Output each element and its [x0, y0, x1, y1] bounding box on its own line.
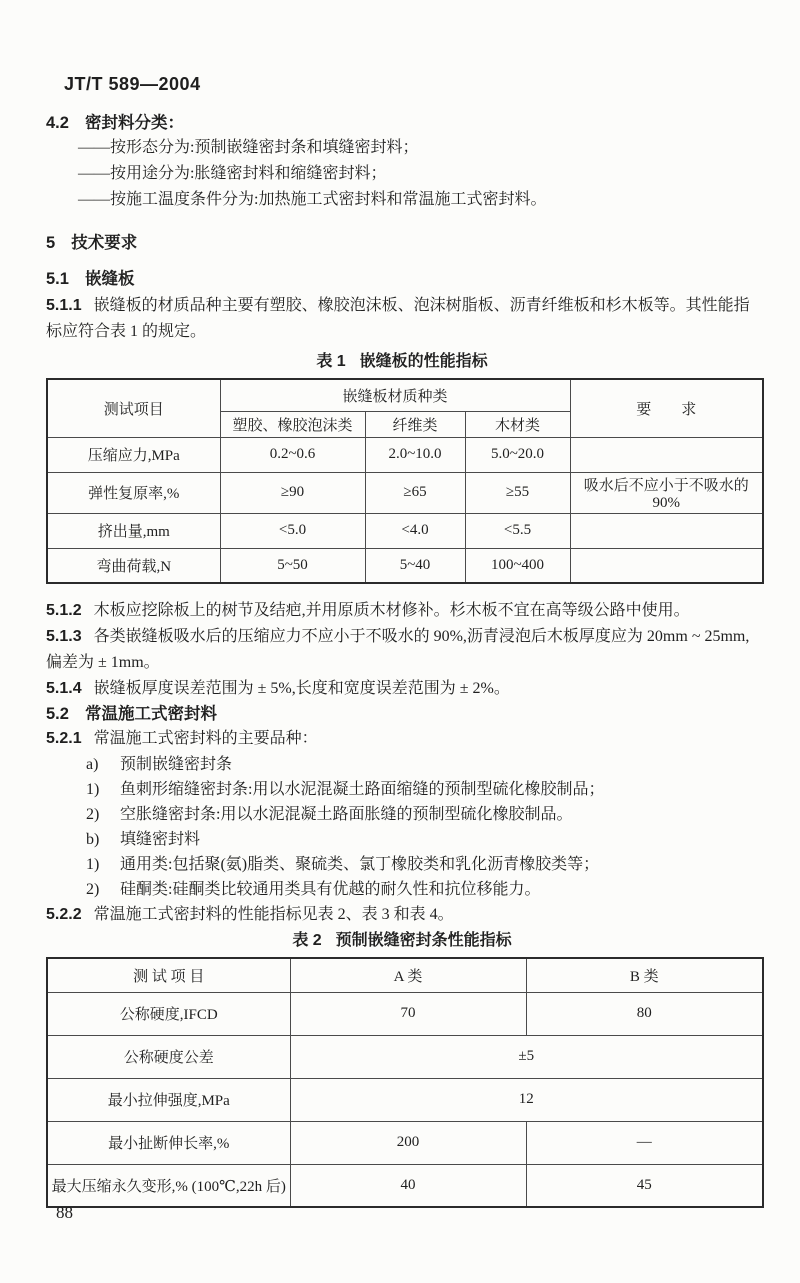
value-cell: 5.0~20.0 — [465, 437, 570, 472]
table-1-subheader: 纤维类 — [365, 411, 465, 437]
table-title: 预制嵌缝密封条性能指标 — [335, 932, 512, 949]
test-item-cell: 弯曲荷载,N — [47, 548, 220, 583]
section-5-heading — [46, 231, 758, 255]
clause-number: 5.1.2 — [46, 602, 82, 619]
merged-value-cell: ±5 — [290, 1035, 763, 1078]
variety-list-item — [46, 777, 758, 802]
table-row — [47, 1035, 763, 1078]
clause-text: 嵌缝板的材质品种主要有塑胶、橡胶泡沫板、泡沫树脂板、沥青纤维板和杉木板等。其性能指标应符合表 1 的规定。 — [46, 297, 750, 340]
value-cell: ≥65 — [365, 472, 465, 513]
table-row — [47, 1121, 763, 1164]
value-cell: <5.0 — [220, 513, 365, 548]
list-text: 空胀缝密封条:用以水泥混凝土路面胀缝的预制型硫化橡胶制品。 — [120, 806, 573, 823]
value-cell: 5~40 — [365, 548, 465, 583]
table-1-header-item: 测试项目 — [47, 379, 220, 437]
value-cell: 100~400 — [465, 548, 570, 583]
test-item-cell: 公称硬度,IFCD — [47, 992, 290, 1035]
list-marker: b) — [86, 831, 100, 848]
value-cell: 70 — [290, 992, 526, 1035]
value-cell: 200 — [290, 1121, 526, 1164]
value-cell: 45 — [526, 1164, 763, 1207]
section-4-2-heading — [46, 111, 758, 135]
value-cell: <4.0 — [365, 513, 465, 548]
table-row — [47, 513, 763, 548]
list-marker: 2) — [86, 881, 100, 898]
table-2-header-item: 测 试 项 目 — [47, 958, 290, 992]
test-item-cell: 弹性复原率,% — [47, 472, 220, 513]
clause-number: 5 — [46, 234, 56, 252]
clause-5-1-2 — [46, 598, 758, 624]
table-1-header-req: 要 求 — [570, 379, 763, 437]
table-1-subheader: 木材类 — [465, 411, 570, 437]
table-1-caption — [46, 351, 758, 373]
clause-text: 常温施工式密封料的性能指标见表 2、表 3 和表 4。 — [93, 906, 454, 923]
table-1-subheader: 塑胶、橡胶泡沫类 — [220, 411, 365, 437]
value-cell: 2.0~10.0 — [365, 437, 465, 472]
classification-item: ——按用途分为:胀缝密封料和缩缝密封料； — [78, 165, 387, 182]
value-cell: ≥55 — [465, 472, 570, 513]
clause-text: 嵌缝板厚度误差范围为 ± 5%,长度和宽度误差范围为 ± 2%。 — [93, 680, 510, 697]
clause-number: 5.1 — [46, 270, 69, 288]
clause-5-2-2 — [46, 902, 758, 928]
table-row — [47, 437, 763, 472]
table-row — [47, 472, 763, 513]
value-cell: ≥90 — [220, 472, 365, 513]
page-number: 88 — [56, 1203, 73, 1222]
list-marker: 1) — [86, 781, 100, 798]
table-number: 表 1 — [316, 353, 346, 370]
list-text: 预制嵌缝密封条 — [120, 756, 233, 773]
clause-number: 4.2 — [46, 114, 69, 132]
table-2-header-b: B 类 — [526, 958, 763, 992]
list-marker: 1) — [86, 856, 100, 873]
section-title: 技术要求 — [71, 234, 138, 252]
section-5-2-heading — [46, 702, 758, 726]
clause-text: 常温施工式密封料的主要品种： — [93, 730, 318, 747]
merged-value-cell: 12 — [290, 1078, 763, 1121]
clause-5-2-1 — [46, 726, 758, 752]
test-item-cell: 压缩应力,MPa — [47, 437, 220, 472]
list-marker: a) — [86, 756, 99, 773]
table-1 — [46, 378, 764, 584]
list-text: 通用类:包括聚(氨)脂类、聚硫类、氯丁橡胶类和乳化沥青橡胶类等； — [120, 856, 600, 873]
test-item-cell: 公称硬度公差 — [47, 1035, 290, 1078]
section-5-1-heading — [46, 267, 758, 291]
variety-list-item — [46, 877, 758, 902]
section-title: 常温施工式密封料 — [84, 705, 217, 723]
value-cell: 5~50 — [220, 548, 365, 583]
clause-number: 5.2.1 — [46, 730, 82, 747]
value-cell: — — [526, 1121, 763, 1164]
list-text: 硅酮类:硅酮类比较通用类具有优越的耐久性和抗位移能力。 — [120, 881, 541, 898]
value-cell: <5.5 — [465, 513, 570, 548]
clause-number: 5.1.3 — [46, 628, 82, 645]
clause-number: 5.2 — [46, 705, 69, 723]
table-title: 嵌缝板的性能指标 — [359, 353, 488, 370]
clause-5-1-4 — [46, 676, 758, 702]
variety-list-item — [46, 802, 758, 827]
variety-list-item — [46, 852, 758, 877]
table-number: 表 2 — [292, 932, 322, 949]
table-2-header-a: A 类 — [290, 958, 526, 992]
section-title: 嵌缝板 — [84, 270, 135, 288]
table-2-caption — [46, 930, 758, 952]
clause-5-1-1 — [46, 293, 758, 345]
test-item-cell: 最小扯断伸长率,% — [47, 1121, 290, 1164]
requirement-cell — [570, 513, 763, 548]
test-item-cell: 最小拉伸强度,MPa — [47, 1078, 290, 1121]
table-row — [47, 1078, 763, 1121]
requirement-cell: 吸水后不应小于不吸水的 90% — [570, 472, 763, 513]
clause-number: 5.1.4 — [46, 680, 82, 697]
test-item-cell: 挤出量,mm — [47, 513, 220, 548]
test-item-cell: 最大压缩永久变形,% (100℃,22h 后) — [47, 1164, 290, 1207]
clause-number: 5.2.2 — [46, 906, 82, 923]
table-1-header-group: 嵌缝板材质种类 — [220, 379, 570, 411]
clause-text: 各类嵌缝板吸水后的压缩应力不应小于不吸水的 90%,沥青浸泡后木板厚度应为 20mm ~ 25mm,偏差为 ± 1mm。 — [46, 628, 750, 671]
requirement-cell — [570, 437, 763, 472]
classification-item: ——按施工温度条件分为:加热施工式密封料和常温施工式密封料。 — [78, 191, 547, 208]
table-row — [47, 548, 763, 583]
clause-5-1-3 — [46, 624, 758, 676]
table-row — [47, 1164, 763, 1207]
variety-list-item — [46, 827, 758, 852]
list-text: 填缝密封料 — [120, 831, 201, 848]
doc-code: JT/T 589—2004 — [64, 74, 201, 94]
clause-text: 木板应挖除板上的树节及结疤,并用原质木材修补。杉木板不宜在高等级公路中使用。 — [93, 602, 690, 619]
variety-list-item — [46, 752, 758, 777]
section-title: 密封料分类： — [84, 114, 184, 132]
classification-item: ——按形态分为:预制嵌缝密封条和填缝密封料； — [78, 139, 419, 156]
value-cell: 40 — [290, 1164, 526, 1207]
list-marker: 2) — [86, 806, 100, 823]
clause-number: 5.1.1 — [46, 297, 82, 314]
value-cell: 80 — [526, 992, 763, 1035]
value-cell: 0.2~0.6 — [220, 437, 365, 472]
table-row — [47, 992, 763, 1035]
list-text: 鱼刺形缩缝密封条:用以水泥混凝土路面缩缝的预制型硫化橡胶制品； — [120, 781, 605, 798]
table-2 — [46, 957, 764, 1208]
requirement-cell — [570, 548, 763, 583]
